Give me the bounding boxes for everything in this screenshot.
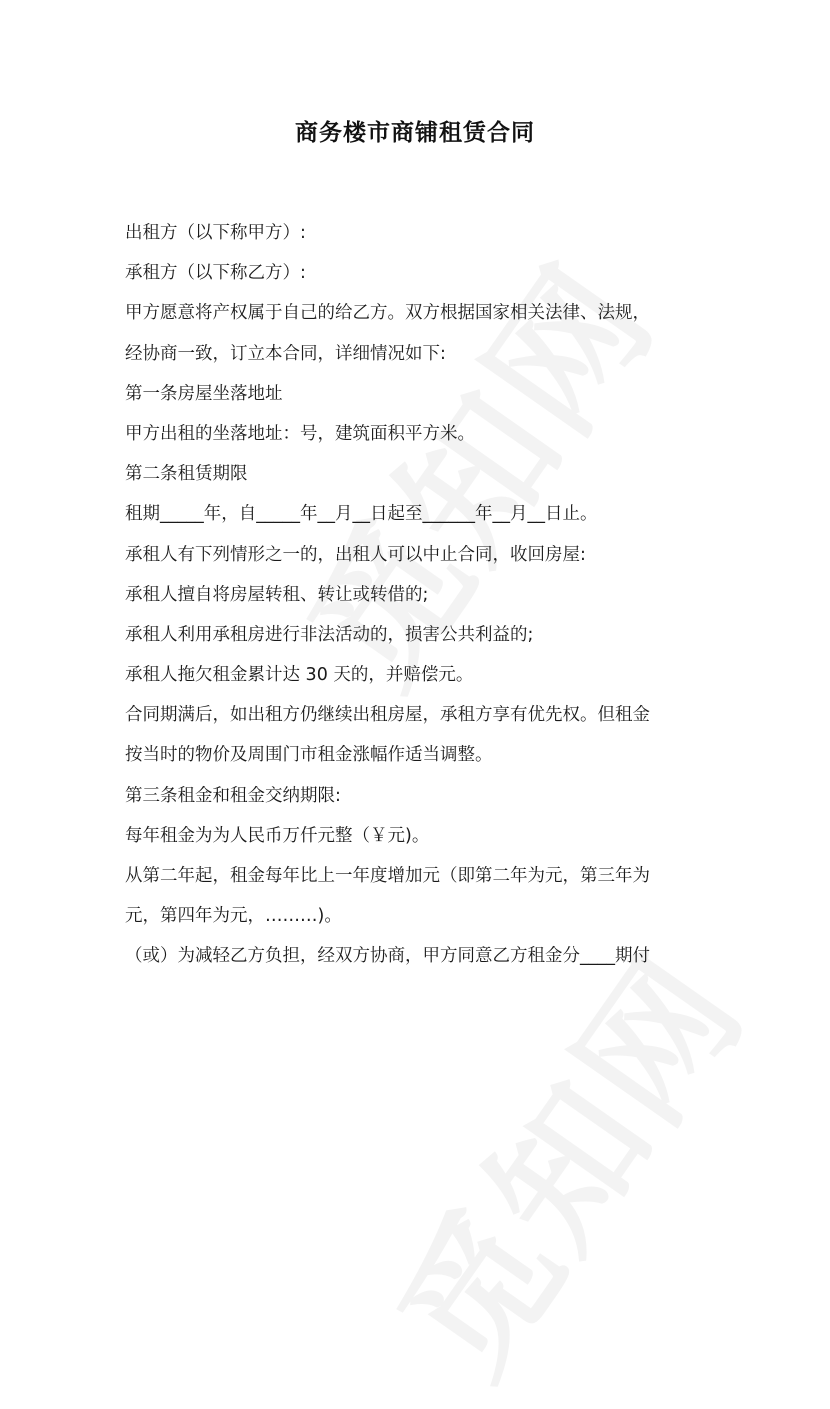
- body-line: 承租人拖欠租金累计达 30 天的，并赔偿元。: [125, 665, 474, 686]
- body-line: （或）为减轻乙方负担，经双方协商，甲方同意乙方租金分____期付: [125, 946, 650, 967]
- section-heading: 第二条租赁期限: [125, 464, 248, 485]
- body-line: 承租方（以下称乙方）:: [125, 263, 306, 284]
- document-body: [125, 213, 725, 977]
- watermark: [340, 907, 782, 1409]
- body-line: 甲方愿意将产权属于自己的给乙方。双方根据国家相关法律、法规，: [125, 303, 650, 324]
- body-line: 按当时的物价及周围门市租金涨幅作适当调整。: [125, 745, 493, 766]
- body-line: 承租人有下列情形之一的，出租人可以中止合同，收回房屋:: [125, 544, 586, 565]
- section-heading: 第三条租金和租金交纳期限:: [125, 785, 341, 806]
- body-line: 合同期满后，如出租方仍继续出租房屋，承租方享有优先权。但租金: [125, 705, 650, 726]
- body-line: 出租方（以下称甲方）:: [125, 223, 306, 243]
- body-line: 租期_____年，自_____年__月__日起至______年__月__日止。: [125, 504, 598, 525]
- body-line: 承租人利用承租房进行非法活动的，损害公共利益的;: [125, 624, 534, 645]
- body-line: 元，第四年为元，………)。: [125, 906, 342, 927]
- body-line: 从第二年起，租金每年比上一年度增加元（即第二年为元，第三年为: [125, 866, 650, 886]
- body-line: 甲方出租的坐落地址：号，建筑面积平方米。: [125, 423, 475, 444]
- body-line: 经协商一致，订立本合同，详细情况如下:: [125, 343, 446, 364]
- body-line: 承租人擅自将房屋转租、转让或转借的;: [125, 584, 429, 605]
- section-heading: 第一条房屋坐落地址: [125, 383, 283, 404]
- body-line: 每年租金为为人民币万仟元整（￥元)。: [125, 825, 430, 846]
- document-title: 商务楼市商铺租赁合同: [295, 120, 535, 146]
